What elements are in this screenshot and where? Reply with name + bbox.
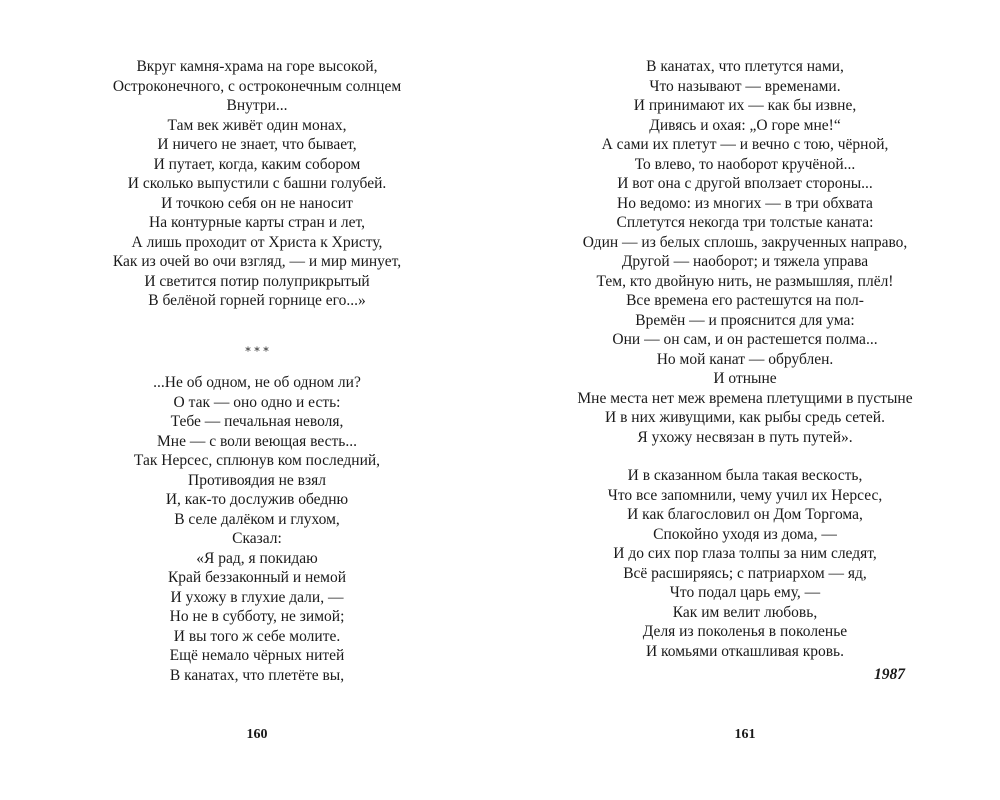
verse-line: Вкруг камня-храма на горе высокой, — [136, 58, 378, 75]
verse-line: Сплетутся некогда три толстые каната: — [616, 214, 874, 231]
verse-line: И в них живущими, как рыбы средь сетей. — [605, 409, 885, 426]
verse-line: То влево, то наоборот кручёной... — [634, 155, 856, 173]
verse-line: Но не в субботу, не зимой; — [169, 608, 345, 625]
verse-line: Там век живёт один монах, — [167, 116, 347, 134]
verse-line: Мне — с воли веющая весть... — [157, 432, 357, 450]
verse-line: Мне места нет меж времена плетущими в пустыне — [577, 389, 913, 407]
verse-line: В белёной горней горнице его...» — [148, 292, 366, 309]
verse-line: И путает, когда, каким собором — [153, 155, 361, 173]
verse-line: «Я рад, я покидаю — [196, 549, 318, 567]
verse-line: Времён — и прояснится для ума: — [635, 311, 855, 329]
verse-line: Так Нерсес, сплюнув ком последний, — [133, 452, 381, 469]
verse-line: Всё расширяясь; с патриархом — яд, — [623, 564, 867, 582]
poem-year: 1987 — [874, 666, 905, 683]
verse-line: Остроконечного, с остроконечным солнцем — [112, 77, 402, 95]
verse-line: И комьями откашливая кровь. — [645, 642, 844, 660]
page-number-right: 161 — [734, 727, 756, 742]
verse-line: А сами их плетут — и вечно с тою, чёрной, — [601, 136, 889, 153]
verse-line: Сказал: — [232, 530, 282, 547]
verse-line: И в сказанном была такая вескость, — [627, 467, 863, 484]
verse-line: В канатах, что плетутся нами, — [646, 58, 844, 75]
left-stanza-2 — [57, 373, 457, 685]
verse-line: Но мой канат — обрублен. — [656, 350, 834, 368]
verse-line: И вы того ж себе молите. — [173, 627, 341, 645]
verse-line: На контурные карты стран и лет, — [149, 214, 365, 231]
verse-line: И до сих пор глаза толпы за ним следят, — [613, 545, 877, 562]
verse-line: Дивясь и охая: „О горе мне!“ — [649, 116, 841, 134]
verse-line: Край беззаконный и немой — [167, 569, 347, 586]
verse-line: Они — он сам, и он растешется полма... — [612, 331, 878, 348]
verse-line: И ничего не знает, что бывает, — [157, 136, 357, 153]
right-stanza-1 — [520, 57, 970, 447]
verse-line: Но ведомо: из многих — в три обхвата — [617, 194, 873, 212]
verse-line: Я ухожу несвязан в путь путей». — [637, 428, 853, 446]
verse-line: Деля из поколенья в поколенье — [642, 623, 848, 640]
verse-line: И светится потир полуприкрытый — [144, 272, 370, 290]
verse-line: И отныне — [713, 370, 777, 387]
verse-line: В канатах, что плетёте вы, — [169, 666, 345, 684]
verse-line: Тебе — печальная неволя, — [170, 413, 344, 430]
left-stanza-1 — [57, 57, 457, 311]
verse-line: Как им велит любовь, — [672, 603, 818, 621]
verse-line: Все времена его растешутся на пол- — [626, 292, 864, 309]
right-stanza-2 — [520, 466, 970, 661]
verse-line: И сколько выпустили с башни голубей. — [127, 175, 387, 192]
verse-line: Что все запомнили, чему учил их Нерсес, — [607, 486, 883, 504]
right-page — [500, 0, 1000, 800]
verse-line: И принимают их — как бы извне, — [633, 97, 857, 114]
verse-line: И как благословил он Дом Торгома, — [627, 506, 863, 523]
verse-line: Один — из белых сплошь, закрученных направо, — [582, 233, 908, 251]
verse-line: А лишь проходит от Христа к Христу, — [131, 233, 383, 251]
section-separator: * * * — [245, 345, 269, 358]
verse-line: И точкою себя он не наносит — [161, 194, 353, 212]
verse-line: О так — оно одно и есть: — [173, 393, 341, 411]
verse-line: Что подал царь ему, — — [669, 584, 821, 601]
page-number-left: 160 — [246, 727, 268, 742]
verse-line: Спокойно уходя из дома, — — [653, 525, 837, 543]
verse-line: В селе далёком и глухом, — [174, 510, 340, 528]
verse-line: Как из очей во очи взгляд, — и мир минует, — [112, 253, 402, 270]
verse-line: Тем, кто двойную нить, не размышляя, плёл! — [596, 272, 894, 290]
verse-line: Внутри... — [226, 97, 288, 114]
verse-line: И вот она с другой вползает стороны... — [617, 175, 873, 192]
verse-line: И ухожу в глухие дали, — — [170, 588, 344, 606]
verse-line: Противоядия не взял — [188, 471, 326, 489]
verse-line: Что называют — временами. — [649, 77, 841, 95]
verse-line: Ещё немало чёрных нитей — [169, 647, 345, 664]
verse-line: И, как-то дослужив обедню — [165, 491, 349, 508]
verse-line: Другой — наоборот; и тяжела управа — [621, 253, 869, 270]
verse-line: ...Не об одном, не об одном ли? — [153, 374, 361, 391]
